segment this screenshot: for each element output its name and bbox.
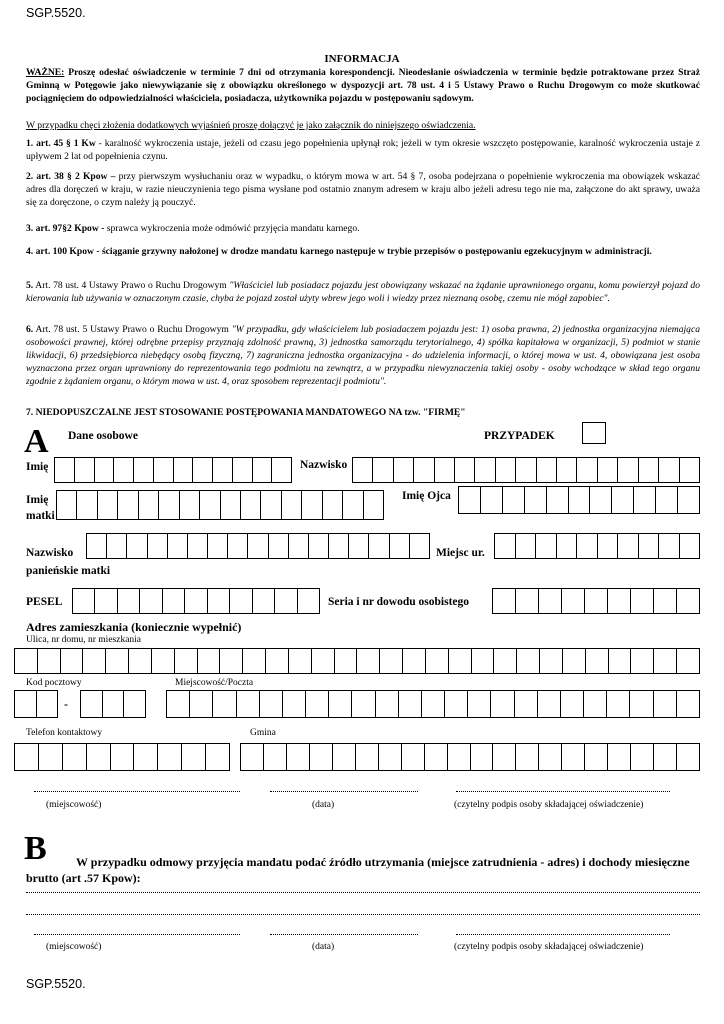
birthplace-label: Miejsc ur.: [436, 547, 485, 559]
item-3-head: 3. art. 97§2 Kpow -: [26, 223, 105, 234]
postal-code-part1[interactable]: [14, 690, 58, 718]
postal-code-part2[interactable]: [80, 690, 146, 718]
address-heading: Adres zamieszkania (koniecznie wypełnić): [26, 620, 242, 634]
case-label: PRZYPADEK: [484, 430, 555, 442]
postal-code-label: Kod pocztowy: [26, 678, 82, 688]
item-1: [26, 137, 700, 163]
income-source-instruction: W przypadku odmowy przyjęcia mandatu podać źródło utrzymania (miejsce zatrudnienia - adres) i dochody miesięczne brutto (art .57 Kpow):: [26, 855, 690, 885]
case-checkbox[interactable]: [582, 422, 606, 444]
commune-label: Gmina: [250, 728, 276, 738]
id-card-field[interactable]: [492, 588, 700, 614]
item-1-head: 1. art. 45 § 1 Kw: [26, 138, 96, 149]
mother-name-label-1: Imię: [26, 494, 49, 506]
date-caption-2: (data): [312, 942, 335, 952]
first-name-label: Imię: [26, 461, 49, 473]
wazne-text: Proszę odesłać oświadczenie w terminie 7 dni od otrzymania korespondencji. Nieodesłanie oświadczenia w terminie będzie potraktowane przez Straż Gminną w Potęgowie jako niewywiązanie się z obowiązku określonego w dyspozycji art. 78 ust. 4 i 5 Ustawy Prawo o Ruchu Drogowym co może skutkować pociągnięciem do odpowiedzialności właściciela, posiadacza, użytkownika pojazdu w postępowaniu sądowym.: [26, 67, 700, 104]
commune-field[interactable]: [240, 743, 700, 771]
item-3-text: sprawca wykroczenia może odmówić przyjęcia mandatu karnego.: [104, 223, 360, 234]
section-b-letter: B: [24, 830, 47, 867]
mother-name-label-2: matki: [26, 510, 55, 522]
signature-line-2[interactable]: [456, 934, 670, 935]
additional-explanations-note: W przypadku chęci złożenia dodatkowych wyjaśnień proszę dołączyć je jako załącznik do niniejszego oświadczenia.: [26, 120, 476, 131]
mother-name-field[interactable]: [56, 490, 384, 520]
first-name-field[interactable]: [54, 457, 292, 483]
footer-code: SGP.5520.: [26, 977, 86, 991]
street-label: Ulica, nr domu, nr mieszkania: [26, 635, 142, 645]
wazne-label: WAŻNE:: [26, 67, 65, 78]
place-caption-1: (miejscowość): [46, 800, 102, 810]
place-caption-2: (miejscowość): [46, 942, 102, 952]
street-field[interactable]: [14, 648, 700, 674]
item-5-head: 5.: [26, 280, 34, 291]
surname-field[interactable]: [352, 457, 700, 483]
income-line-2[interactable]: [26, 914, 700, 915]
item-6-italic: "W przypadku, gdy właścicielem lub posiadaczem pojazdu jest: 1) osoba prawna, 2) jednostka organizacyjna niemająca osobowości prawnej, której odrębne przepisy przyznają zdolność prawną, 3) jednostka samorządu terytorialnego, 4) spółka kapitałowa w organizacji, 5) podmiot w stanie likwidacji, 6) przedsiębiorca niebędący osobą fizyczną, 7) zagraniczna jednostka organizacyjna - do udzielenia informacji, o której mowa w ust. 4, obowiązana jest osoba wyznaczona przez organ uprawniony do reprezentowania tego podmiotu na zewnątrz, a w przypadku niewyznaczenia takiej osoby - osoby wchodzące w skład tego organu zgodnie z żądaniem organu, o którym mowa w ust. 4, oraz sposobem reprezentacji podmiotu".: [26, 324, 701, 387]
date-caption-1: (data): [312, 800, 335, 810]
maiden-name-label-2: panieńskie matki: [26, 565, 111, 577]
date-line-2[interactable]: [270, 934, 418, 935]
page-title: INFORMACJA: [324, 53, 400, 65]
item-1-text: - karalność wykroczenia ustaje, jeżeli od czasu jego popełnienia upłynął rok; jeżeli w tym okresie wszczęto postępowanie, karalność wykroczenia ustaje z upływem 2 lat od popełnienia czynu.: [26, 138, 700, 162]
phone-label: Telefon kontaktowy: [26, 728, 103, 738]
item-5: [26, 279, 700, 305]
city-post-label: Miejscowość/Poczta: [175, 678, 254, 688]
signature-caption-2: (czytelny podpis osoby składającej oświadczenie): [454, 942, 644, 952]
pesel-field[interactable]: [72, 588, 320, 614]
place-line-1[interactable]: [34, 791, 240, 792]
personal-data-heading: Dane osobowe: [68, 430, 138, 442]
signature-caption-1: (czytelny podpis osoby składającej oświadczenie): [454, 800, 644, 810]
item-5-plain: Art. 78 ust. 4 Ustawy Prawo o Ruchu Drogowym: [33, 280, 230, 291]
signature-line-1[interactable]: [456, 791, 670, 792]
id-card-label: Seria i nr dowodu osobistego: [328, 596, 470, 608]
section-a-letter: A: [24, 423, 49, 460]
item-2-text: przy pierwszym wysłuchaniu oraz w wypadku, o którym mowa w art. 54 § 7, osoba podejrzana o popełnienie wykroczenia ma obowiązek wskazać adres dla doręczeń w kraju, w razie nieuczynienia tego pisma wysłane pod ostatnio znanym adresem w kraju albo jeżeli adresu tego nie ma, załączone do akt sprawy, uważa się za doręczone, o czym należy ją pouczyć.: [26, 171, 701, 208]
maiden-name-field[interactable]: [86, 533, 430, 559]
item-6-plain: Art. 78 ust. 5 Ustawy Prawo o Ruchu Drogowym: [33, 324, 232, 335]
birthplace-field[interactable]: [494, 533, 700, 559]
father-name-label: Imię Ojca: [402, 490, 451, 502]
document-code: SGP.5520.: [26, 6, 86, 20]
surname-label: Nazwisko: [300, 459, 348, 471]
item-4: 4. art. 100 Kpow - ściąganie grzywny nałożonej w drodze mandatu karnego następuje w trybie przepisów o postępowaniu egzekucyjnym w administracji.: [26, 246, 652, 257]
postal-code-dash: -: [64, 697, 68, 711]
income-line-1[interactable]: [26, 892, 700, 893]
notice-paragraph: [26, 66, 700, 105]
city-post-field[interactable]: [166, 690, 700, 718]
item-3: [26, 222, 700, 235]
pesel-label: PESEL: [26, 596, 63, 608]
place-line-2[interactable]: [34, 934, 240, 935]
item-2-head: 2. art. 38 § 2 Kpow –: [26, 171, 116, 182]
item-7: 7. NIEDOPUSZCZALNE JEST STOSOWANIE POSTĘPOWANIA MANDATOWEGO NA tzw. "FIRMĘ": [26, 407, 466, 418]
item-6: [26, 323, 700, 388]
phone-field[interactable]: [14, 743, 230, 771]
item-5-italic: "Właściciel lub posiadacz pojazdu jest obowiązany wskazać na żądanie uprawnionego organu, komu powierzył pojazd do kierowania lub używania w oznaczonym czasie, chyba że pojazd został użyty wbrew jego woli i wiedzy przez nieznaną osobę, czemu nie mógł zapobiec".: [26, 280, 700, 304]
item-6-head: 6.: [26, 324, 34, 335]
father-name-field[interactable]: [458, 486, 700, 514]
date-line-1[interactable]: [270, 791, 418, 792]
item-2: [26, 170, 700, 209]
maiden-name-label-1: Nazwisko: [26, 547, 74, 559]
